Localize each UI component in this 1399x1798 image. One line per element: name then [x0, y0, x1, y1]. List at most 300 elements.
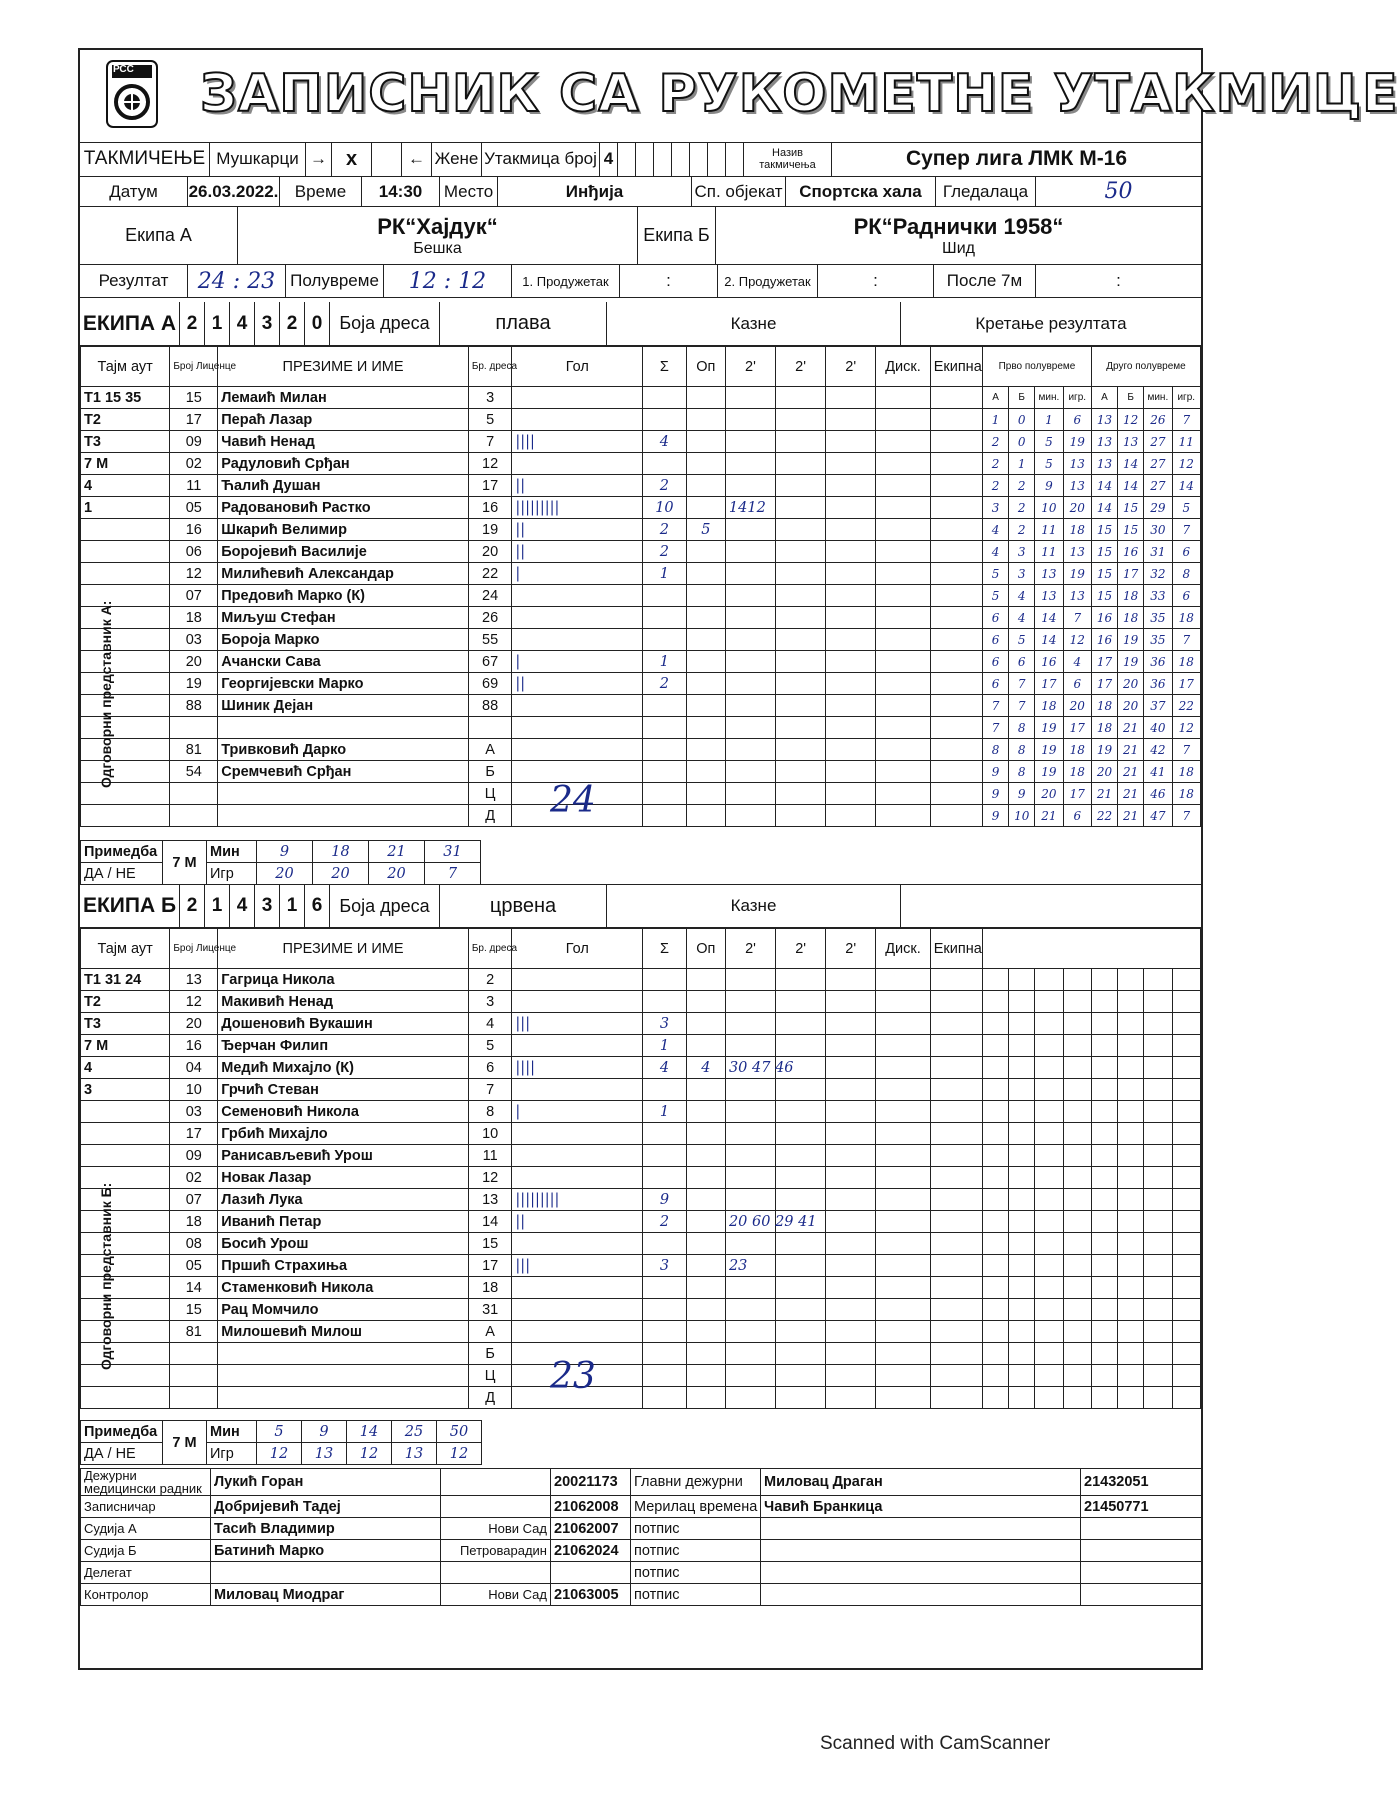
progress-cell [1118, 1079, 1144, 1101]
license-no: 19 [170, 673, 218, 695]
timeout-cell [81, 1145, 170, 1167]
player-name: Макивић Ненад [218, 991, 469, 1013]
disqualification [876, 1365, 930, 1387]
official-city: Нови Сад [441, 1518, 551, 1540]
match-no-label: Утакмица број [482, 142, 600, 176]
player-row [81, 1321, 1201, 1343]
player-name: Грчић Стеван [218, 1079, 469, 1101]
two-min-3 [826, 695, 876, 717]
progress-cell [1118, 1013, 1144, 1035]
player-row [81, 475, 1201, 497]
place-label: Место [440, 177, 498, 206]
progress-cell: 13 [1063, 585, 1091, 607]
timeout-cell [81, 1233, 170, 1255]
goal-tally [512, 717, 643, 739]
player-row [81, 651, 1201, 673]
two-min-1 [725, 1189, 775, 1211]
team-b-label: Екипа Б [638, 207, 716, 264]
progress-cell: 8 [1009, 761, 1035, 783]
timeout-cell [81, 739, 170, 761]
disqualification [876, 1233, 930, 1255]
progress-cell [983, 991, 1009, 1013]
warning [686, 1123, 725, 1145]
min-label-b: Мин [207, 1421, 257, 1443]
col-disq: Диск. [876, 929, 930, 969]
two-min-1 [725, 607, 775, 629]
progress-cell: 1 [1035, 409, 1063, 431]
team-penalty [930, 673, 982, 695]
player-row [81, 761, 1201, 783]
two-min-3 [826, 761, 876, 783]
two-min-1 [725, 783, 775, 805]
yes-no-a[interactable]: ДА / НЕ [81, 863, 163, 885]
comp-name: Супер лига ЛМК М-16 [905, 147, 1128, 170]
progress-cell: 6 [983, 629, 1009, 651]
progress-cell [1063, 1233, 1091, 1255]
progress-cell [1118, 1233, 1144, 1255]
goal-sum [643, 387, 687, 409]
progress-cell: 13 [1035, 563, 1063, 585]
two-min-2 [776, 387, 826, 409]
progress-cell: 12 [1063, 629, 1091, 651]
disqualification [876, 717, 930, 739]
progress-cell [1091, 1343, 1117, 1365]
progress-cell [1035, 1277, 1063, 1299]
progress-cell [1009, 1123, 1035, 1145]
jersey-no: 10 [468, 1123, 512, 1145]
team-a-jersey: плава [440, 302, 607, 345]
progress-label: Кретање резултата [975, 313, 1127, 333]
goal-tally [512, 1145, 643, 1167]
progress-cell: 4 [983, 519, 1009, 541]
goal-tally: || [512, 673, 643, 695]
license-no: 20 [170, 651, 218, 673]
progress-cell: 46 [1144, 783, 1172, 805]
jersey-no: Д [468, 1387, 512, 1409]
timeout-cell [81, 1255, 170, 1277]
license-no [170, 1343, 218, 1365]
progress-cell [1009, 1101, 1035, 1123]
two-min-3 [826, 1321, 876, 1343]
official-role: Судија А [81, 1518, 211, 1540]
goal-tally: ||||||||| [512, 497, 643, 519]
progress-cell [1144, 1035, 1172, 1057]
progress-cell [1009, 1079, 1035, 1101]
player-row [81, 717, 1201, 739]
two-min-1 [725, 695, 775, 717]
official-role-2: Главни дежурни [631, 1469, 761, 1496]
progress-cell: 15 [1118, 519, 1144, 541]
warning [686, 695, 725, 717]
official-name-2 [761, 1540, 1081, 1562]
disqualification [876, 431, 930, 453]
time-value: 14:30 [362, 177, 440, 206]
jersey-no: 55 [468, 629, 512, 651]
timeout-cell [81, 585, 170, 607]
timeout-cell [81, 783, 170, 805]
progress-cell: 31 [1144, 541, 1172, 563]
warning [686, 1387, 725, 1409]
team-a-code-digit: 2 [180, 302, 205, 345]
team-penalty [930, 761, 982, 783]
progress-cell [1144, 1387, 1172, 1409]
license-no: 08 [170, 1233, 218, 1255]
progress-cell [1063, 1387, 1091, 1409]
timeout-cell [81, 607, 170, 629]
two-min-2 [776, 1013, 826, 1035]
progress-cell: 13 [1091, 409, 1117, 431]
progress-cell: 6 [983, 651, 1009, 673]
result-label: Резултат [80, 265, 188, 297]
place-value: Инђија [498, 177, 692, 206]
license-no: 09 [170, 431, 218, 453]
progress-cell [1118, 969, 1144, 991]
team-b-title-row [80, 884, 1201, 928]
player-name: Пршић Страхиња [218, 1255, 469, 1277]
jersey-no: 26 [468, 607, 512, 629]
player-row [81, 695, 1201, 717]
warning [686, 1189, 725, 1211]
progress-cell [1118, 1255, 1144, 1277]
warning [686, 673, 725, 695]
two-min-3 [826, 519, 876, 541]
progress-cell: 18 [1118, 607, 1144, 629]
team-b-code-digit: 2 [180, 885, 205, 927]
two-min-3 [826, 1233, 876, 1255]
progress-cell: 16 [1035, 651, 1063, 673]
official-name: Добријевић Тадеј [211, 1496, 441, 1518]
progress-cell: 17 [1063, 783, 1091, 805]
progress-cell: 2 [983, 431, 1009, 453]
team-a-name: РК“Хајдук“ [377, 213, 498, 239]
col-name: ПРЕЗИМЕ И ИМЕ [218, 347, 469, 387]
two-min-1: 20 60 29 41 [725, 1211, 775, 1233]
progress-cell: 6 [1063, 673, 1091, 695]
timeout-cell [81, 629, 170, 651]
player-name: Гагрица Никола [218, 969, 469, 991]
progress-cell [1009, 1387, 1035, 1409]
timeout-cell [81, 651, 170, 673]
player-name [218, 783, 469, 805]
seven-igr-a: 7 [425, 863, 481, 885]
progress-cell [1091, 1079, 1117, 1101]
two-min-1 [725, 1277, 775, 1299]
license-no: 18 [170, 1211, 218, 1233]
license-no: 16 [170, 1035, 218, 1057]
yes-no-b[interactable]: ДА / НЕ [81, 1443, 163, 1465]
progress-cell: 42 [1144, 739, 1172, 761]
competition-row [80, 142, 1201, 177]
jersey-no: 17 [468, 1255, 512, 1277]
goal-sum: 2 [643, 673, 687, 695]
team-penalty [930, 651, 982, 673]
match-no-box [618, 142, 636, 176]
two-min-1 [725, 969, 775, 991]
team-penalty [930, 497, 982, 519]
progress-cell: 18 [1172, 651, 1200, 673]
timeout-cell: Т2 [81, 409, 170, 431]
progress-cell: 0 [1009, 409, 1035, 431]
spectators-label: Гледалаца [936, 177, 1036, 206]
player-row [81, 805, 1201, 827]
timeout-cell: Т3 [81, 1013, 170, 1035]
team-b-block [716, 207, 1201, 264]
goal-tally [512, 739, 643, 761]
player-name: Миљуш Стефан [218, 607, 469, 629]
progress-cell: 5 [983, 563, 1009, 585]
timeout-cell: Т1 15 35 [81, 387, 170, 409]
progress-cell [1009, 1211, 1035, 1233]
progress-cell [1144, 1343, 1172, 1365]
goal-tally: ||| [512, 1013, 643, 1035]
license-no: 14 [170, 1277, 218, 1299]
license-no: 09 [170, 1145, 218, 1167]
team-b-total: 23 [550, 1356, 596, 1397]
progress-cell: 12 [1172, 717, 1200, 739]
official-role-2: Мерилац времена [631, 1496, 761, 1518]
progress-cell [1009, 1255, 1035, 1277]
license-no [170, 1365, 218, 1387]
disqualification [876, 585, 930, 607]
jersey-no: 16 [468, 497, 512, 519]
official-role-2: потпис [631, 1540, 761, 1562]
player-name: Радовановић Растко [218, 497, 469, 519]
col-team-penalty: Екипна [930, 929, 982, 969]
player-name: Пераћ Лазар [218, 409, 469, 431]
team-penalty [930, 1365, 982, 1387]
goal-tally: || [512, 541, 643, 563]
timeout-cell [81, 519, 170, 541]
comp-name-label: Назив такмичења [744, 142, 832, 176]
team-a-code-digit: 1 [205, 302, 230, 345]
jersey-no: А [468, 1321, 512, 1343]
warning [686, 991, 725, 1013]
official-license: 21062007 [551, 1518, 631, 1540]
progress-cell [1063, 1365, 1091, 1387]
license-no: 10 [170, 1079, 218, 1101]
goal-sum: 4 [643, 1057, 687, 1079]
team-penalty [930, 1343, 982, 1365]
half-score: 12 : 12 [384, 265, 512, 297]
warning: 4 [686, 1057, 725, 1079]
progress-cell: 2 [983, 475, 1009, 497]
progress-continued [901, 885, 1201, 927]
official-license-2: 21450771 [1081, 1496, 1202, 1518]
progress-cell: 40 [1144, 717, 1172, 739]
progress-cell: 18 [1035, 695, 1063, 717]
progress-cell: 7 [983, 695, 1009, 717]
progress-cell: 17 [1035, 673, 1063, 695]
progress-cell: 17 [1091, 651, 1117, 673]
progress-cell [983, 1057, 1009, 1079]
progress-cell [983, 1343, 1009, 1365]
team-b-city: Шид [942, 239, 975, 257]
progress-cell [1009, 1299, 1035, 1321]
two-min-3 [826, 629, 876, 651]
timeout-cell [81, 1387, 170, 1409]
progress-cell [1009, 1057, 1035, 1079]
warning [686, 475, 725, 497]
jersey-no: Ц [468, 783, 512, 805]
team-b-rep-label: Одговорни представник Б: [98, 1182, 114, 1370]
progress-cell [1091, 1321, 1117, 1343]
two-min-2 [776, 739, 826, 761]
progress-cell: 0 [1009, 431, 1035, 453]
license-no: 17 [170, 1123, 218, 1145]
team-b-section-label: ЕКИПА Б [80, 885, 180, 927]
license-no: 11 [170, 475, 218, 497]
timeout-cell: 1 [81, 497, 170, 519]
progress-cell: 35 [1144, 629, 1172, 651]
two-min-3 [826, 475, 876, 497]
progress-cell: 7 [1172, 739, 1200, 761]
seven-min-b: 5 [257, 1421, 302, 1443]
ot1-score: : [620, 265, 718, 297]
progress-cell: 8 [983, 739, 1009, 761]
team-penalty [930, 783, 982, 805]
official-row [81, 1469, 1202, 1496]
player-row [81, 431, 1201, 453]
progress-cell: 16 [1091, 607, 1117, 629]
team-penalty [930, 991, 982, 1013]
progress-cell [1118, 1365, 1144, 1387]
license-no: 17 [170, 409, 218, 431]
goal-tally: ||||||||| [512, 1189, 643, 1211]
progress-cell: 5 [1009, 629, 1035, 651]
jersey-no: 5 [468, 1035, 512, 1057]
men-mark[interactable]: x [332, 142, 372, 176]
disqualification [876, 1079, 930, 1101]
progress-cell: 14 [1035, 607, 1063, 629]
license-no: 54 [170, 761, 218, 783]
progress-cell [983, 1167, 1009, 1189]
license-no: 13 [170, 969, 218, 991]
progress-cell [1172, 1233, 1200, 1255]
two-min-3 [826, 1123, 876, 1145]
player-row [81, 497, 1201, 519]
progress-cell [983, 1189, 1009, 1211]
progress-cell: 5 [1035, 453, 1063, 475]
warning [686, 805, 725, 827]
progress-cell: 19 [1035, 717, 1063, 739]
disqualification [876, 1255, 930, 1277]
goal-sum: 1 [643, 1101, 687, 1123]
progress-cell: мин. [1144, 387, 1172, 409]
team-b-code-digit: 1 [205, 885, 230, 927]
progress-cell: 6 [1172, 585, 1200, 607]
progress-cell [1172, 1321, 1200, 1343]
progress-cell: 3 [983, 497, 1009, 519]
progress-cell [1091, 1057, 1117, 1079]
license-no: 05 [170, 497, 218, 519]
progress-cell [1091, 969, 1117, 991]
progress-cell: 14 [1091, 475, 1117, 497]
progress-cell: 18 [1172, 607, 1200, 629]
team-a-jersey-label: Боја дреса [330, 302, 440, 345]
progress-cell [983, 1365, 1009, 1387]
player-row [81, 739, 1201, 761]
half-label: Полувреме [286, 265, 384, 297]
goal-tally: | [512, 651, 643, 673]
goal-sum [643, 783, 687, 805]
venue-label: Сп. објекат [692, 177, 786, 206]
goal-sum: 1 [643, 563, 687, 585]
goal-tally [512, 969, 643, 991]
progress-cell: 9 [983, 783, 1009, 805]
disqualification [876, 409, 930, 431]
disqualification [876, 1145, 930, 1167]
official-name-2 [761, 1518, 1081, 1540]
seven-min-b: 14 [347, 1421, 392, 1443]
progress-cell [1144, 1321, 1172, 1343]
match-no-box [654, 142, 672, 176]
col-timeout: Тајм аут [81, 929, 170, 969]
progress-cell [1035, 1123, 1063, 1145]
player-row [81, 541, 1201, 563]
disqualification [876, 1167, 930, 1189]
officials-table [80, 1468, 1202, 1606]
team-penalty [930, 1035, 982, 1057]
progress-cell: 21 [1035, 805, 1063, 827]
progress-cell [1091, 1189, 1117, 1211]
progress-cell: 8 [1009, 717, 1035, 739]
warning [686, 1343, 725, 1365]
goal-tally [512, 453, 643, 475]
player-name [218, 805, 469, 827]
goal-tally [512, 1299, 643, 1321]
col-name: ПРЕЗИМЕ И ИМЕ [218, 929, 469, 969]
progress-cell: 7 [1009, 695, 1035, 717]
jersey-no: 15 [468, 1233, 512, 1255]
two-min-1 [725, 541, 775, 563]
jersey-no: 5 [468, 409, 512, 431]
progress-cell: 29 [1144, 497, 1172, 519]
warning [686, 1035, 725, 1057]
two-min-1 [725, 1387, 775, 1409]
player-name: Милошевић Милош [218, 1321, 469, 1343]
logo-text: РСС [113, 64, 134, 75]
two-min-1 [725, 805, 775, 827]
license-no: 05 [170, 1255, 218, 1277]
official-name: Тасић Владимир [211, 1518, 441, 1540]
progress-cell [983, 1255, 1009, 1277]
team-penalty [930, 1321, 982, 1343]
progress-cell [1172, 1189, 1200, 1211]
jersey-no: 3 [468, 991, 512, 1013]
progress-cell [1063, 1343, 1091, 1365]
progress-cell [1035, 1321, 1063, 1343]
progress-cell: мин. [1035, 387, 1063, 409]
timeout-cell [81, 1299, 170, 1321]
warning [686, 651, 725, 673]
timeout-cell [81, 1189, 170, 1211]
warning [686, 1321, 725, 1343]
two-min-3 [826, 783, 876, 805]
goal-tally: | [512, 563, 643, 585]
license-no [170, 1387, 218, 1409]
team-penalty [930, 739, 982, 761]
jersey-no: 12 [468, 1167, 512, 1189]
two-min-2 [776, 431, 826, 453]
progress-cell: 20 [1035, 783, 1063, 805]
progress-cell: 13 [1091, 453, 1117, 475]
team-b-code-digit: 3 [255, 885, 280, 927]
progress-cell [1063, 1321, 1091, 1343]
progress-cell: 10 [1009, 805, 1035, 827]
progress-cell [1091, 1101, 1117, 1123]
progress-cell: 1 [1009, 453, 1035, 475]
warning [686, 1079, 725, 1101]
